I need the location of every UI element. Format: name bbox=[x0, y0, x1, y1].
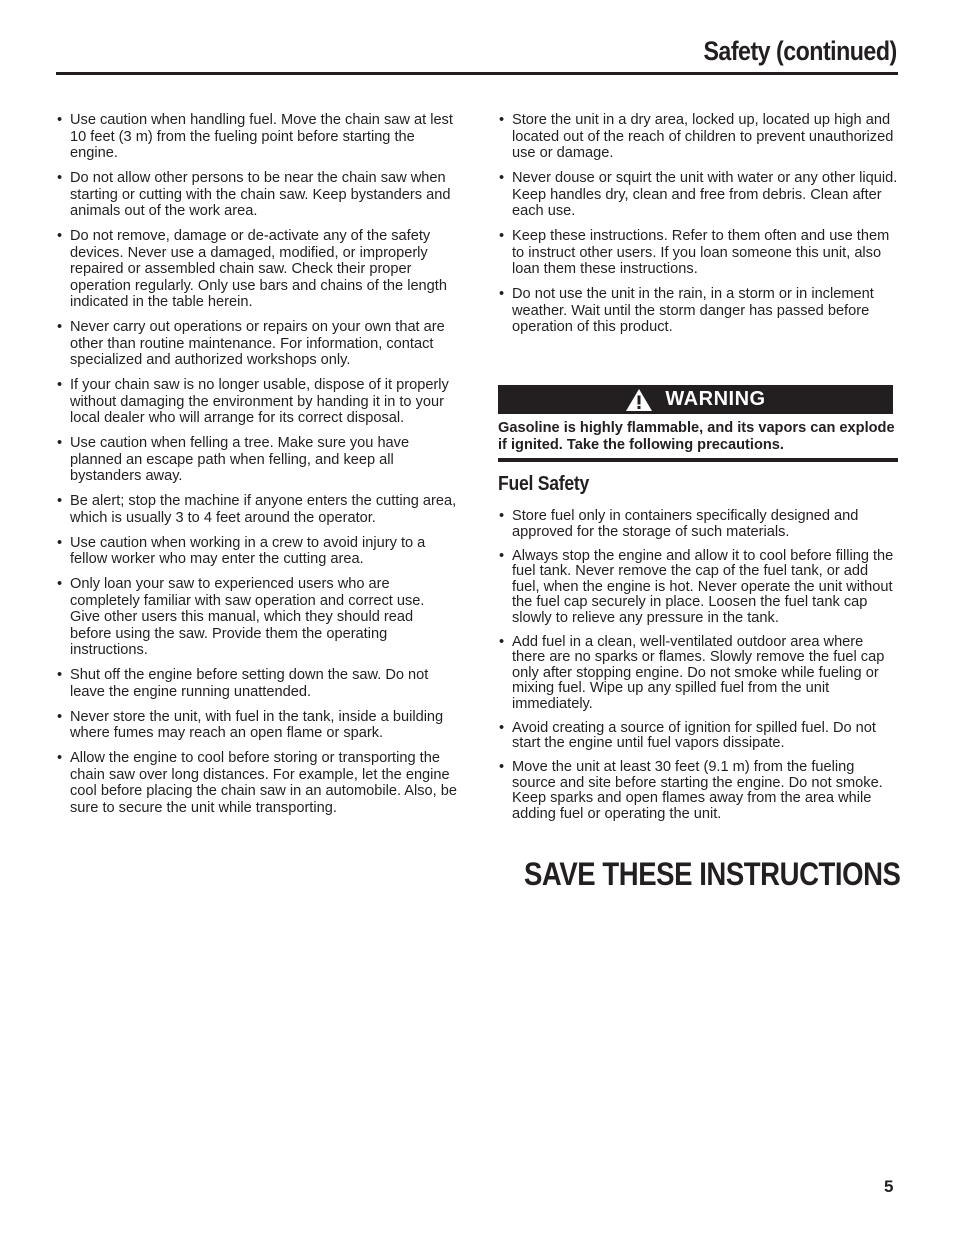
list-item: • Be alert; stop the machine if anyone enters the cutting area, which is usually 3 to 4 feet around the operator. bbox=[56, 493, 458, 526]
list-item: • Do not remove, damage or de-activate any of the safety devices. Never use a damaged, modified, or improperly repaired or assembled chain saw. Check their proper operation regularly. Only use bars and chains of the length indicated in the table herein. bbox=[56, 228, 458, 311]
fuel-safety-heading: Fuel Safety bbox=[498, 473, 589, 495]
list-item: • Shut off the engine before setting down the saw. Do not leave the engine running unattended. bbox=[56, 667, 458, 700]
list-item: • Add fuel in a clean, well-ventilated outdoor area where there are no sparks or flames. Slowly remove the fuel cap only after stopping engine. Do not smoke while fueling or mixing fuel. Wipe up any spilled fuel from the unit immediately. bbox=[498, 635, 898, 713]
list-item: • Never store the unit, with fuel in the tank, inside a building where fumes may reach an open flame or spark. bbox=[56, 709, 458, 742]
fuel-safety-list bbox=[498, 509, 898, 822]
list-item: • Only loan your saw to experienced users who are completely familiar with saw operation and correct use. Give other users this manual, which they should read before using the saw. Provide them the operating instructions. bbox=[56, 576, 458, 659]
page-number: 5 bbox=[884, 1177, 894, 1196]
list-item: • Use caution when felling a tree. Make sure you have planned an escape path when felling, and keep all bystanders away. bbox=[56, 435, 458, 485]
warning-banner bbox=[498, 385, 893, 414]
left-column bbox=[56, 112, 458, 825]
right-safety-list bbox=[498, 112, 898, 336]
warning-label: WARNING bbox=[665, 388, 766, 410]
left-safety-list bbox=[56, 112, 458, 816]
header-divider bbox=[56, 72, 898, 75]
list-item: • Do not use the unit in the rain, in a storm or in inclement weather. Wait until the storm danger has passed before operation of this product. bbox=[498, 286, 898, 336]
list-item: • Avoid creating a source of ignition for spilled fuel. Do not start the engine until fuel vapors dissipate. bbox=[498, 721, 898, 752]
warning-text: Gasoline is highly flammable, and its vapors can explode if ignited. Take the following precautions. bbox=[498, 420, 895, 453]
list-item: • Store fuel only in containers specifically designed and approved for the storage of such materials. bbox=[498, 509, 898, 540]
list-item: • Use caution when working in a crew to avoid injury to a fellow worker who may enter the cutting area. bbox=[56, 535, 458, 568]
list-item: • Always stop the engine and allow it to cool before filling the fuel tank. Never remove the cap of the fuel tank, or add fuel, when the engine is hot. Never operate the unit without the fuel cap securely in place. Loosen the fuel tank cap slowly to relieve any pressure in the tank. bbox=[498, 549, 898, 627]
list-item: • Store the unit in a dry area, locked up, located up high and located out of the reach of children to prevent unauthorized use or damage. bbox=[498, 112, 898, 162]
save-instructions-heading: SAVE THESE INSTRUCTIONS bbox=[524, 856, 901, 892]
list-item: • Move the unit at least 30 feet (9.1 m) from the fueling source and site before starting the engine. Do not smoke. Keep sparks and open flames away from the area while adding fuel or operating the unit. bbox=[498, 760, 898, 822]
list-item: • If your chain saw is no longer usable, dispose of it properly without damaging the environment by handing it in to your local dealer who will arrange for its correct disposal. bbox=[56, 377, 458, 427]
list-item: • Use caution when handling fuel. Move the chain saw at lest 10 feet (3 m) from the fueling point before starting the engine. bbox=[56, 112, 458, 162]
list-item: • Do not allow other persons to be near the chain saw when starting or cutting with the chain saw. Keep bystanders and animals out of the work area. bbox=[56, 170, 458, 220]
page-title: Safety (continued) bbox=[703, 36, 897, 66]
warning-triangle-icon bbox=[625, 388, 653, 412]
list-item: • Never douse or squirt the unit with water or any other liquid. Keep handles dry, clean and free from debris. Clean after each use. bbox=[498, 170, 898, 220]
list-item: • Keep these instructions. Refer to them often and use them to instruct other users. If you loan someone this unit, also loan them these instructions. bbox=[498, 228, 898, 278]
list-item: • Allow the engine to cool before storing or transporting the chain saw over long distances. For example, let the engine cool before placing the chain saw in an automobile. Also, be sure to secure the unit while transporting. bbox=[56, 750, 458, 816]
right-column bbox=[498, 112, 898, 344]
warning-divider bbox=[498, 458, 898, 462]
fuel-safety-section bbox=[498, 509, 898, 831]
list-item: • Never carry out operations or repairs on your own that are other than routine maintenance. For information, contact specialized and authorized workshops only. bbox=[56, 319, 458, 369]
